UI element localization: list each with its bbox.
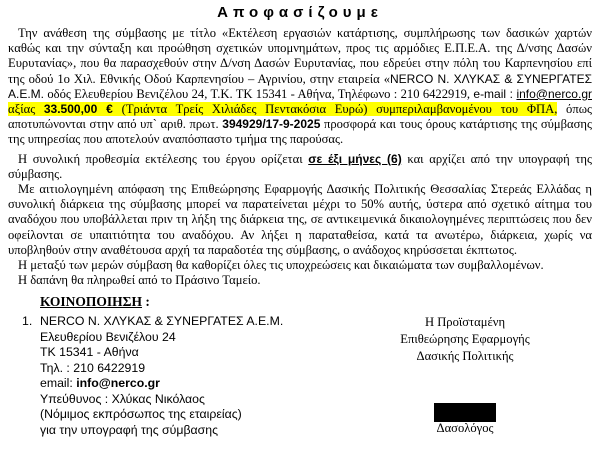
contractor-name: NERCO Ν. ΧΛΥΚΑΣ & ΣΥΝΕΡΓΑΤΕΣ Α.Ε.Μ. xyxy=(8,71,592,101)
signatory-title-line: Δασικής Πολιτικής xyxy=(416,349,514,364)
distribution-heading xyxy=(40,294,592,309)
signature-block xyxy=(360,314,570,438)
recipient-line-street xyxy=(40,330,283,346)
text-run: Τηλ. : 210 6422919 xyxy=(40,360,146,375)
text-run: (Νόμιμος εκπρόσωπος της εταιρείας) xyxy=(40,407,242,422)
text-run: ΤΚ 15341 - Αθήνα xyxy=(40,345,139,360)
paragraph-extension: Με αιτιολογημένη απόφαση της Επιθεώρησης Εφαρμογής Δασικής Πολιτικής Θεσσαλίας Στερεάς Ελλάδας η συνολική διάρκεια της σύμβασης μπορεί να παρατείνεται μέχρι το 50% αυτής, ύστερα από σχετικό αίτημα του αναδόχου που υποβάλλεται πριν τη λήξη της διάρκεια της, σε αντικειμενικά δικαιολογημένες περιπτώσεις που δεν οφείλονται σε υπαιτιότητα του αναδόχου. Αν λήξει η παραταθείσα, κατά τα ανωτέρω, διάρκεια, χωρίς να υποβληθούν στην αναθέτουσα αρχή τα παραδοτέα της σύμβασης, ο ανάδοχος κηρύσσεται έκπτωτος. xyxy=(8,182,592,257)
recipient-number: 1. xyxy=(22,314,33,329)
protocol-number: 394929/17-9-2025 xyxy=(222,117,321,132)
text-run: ΚΟΙΝΟΠΟΙΗΣΗ xyxy=(40,294,143,310)
text-run: (Τριάντα Τρείς Χιλιάδες Πεντακόσια Ευρώ) συμπεριλαμβανομένου του ΦΠΑ, xyxy=(121,102,558,117)
paragraph-obligations: Η μεταξύ των μερών σύμβαση θα καθορίζει όλες τις υποχρεώσεις και δικαιώματα των συμβαλλομένων. xyxy=(18,258,544,273)
recipient-line-contact xyxy=(40,392,283,408)
recipient-block xyxy=(22,314,283,438)
text-run: e-mail : xyxy=(473,86,517,101)
paragraph-funding: Η δαπάνη θα πληρωθεί από το Πράσινο Ταμείο. xyxy=(18,273,261,288)
contract-amount: 33.500,00 € xyxy=(43,102,122,117)
deadline-duration: σε έξι μήνες (6) xyxy=(308,151,402,166)
redacted-signature-stamp xyxy=(434,403,496,422)
text-run: email: xyxy=(40,376,77,391)
text-run: για την υπογραφή της σύμβασης xyxy=(40,422,218,437)
footer-columns xyxy=(8,314,592,438)
recipient-line-company xyxy=(40,314,283,330)
text-run: Ελευθερίου Βενιζέλου 24 xyxy=(40,329,176,344)
recipient-line-representative xyxy=(40,407,283,423)
paragraph-award xyxy=(8,26,592,148)
signatory-title-line: Η Προϊσταμένη xyxy=(424,315,506,330)
text-run: Την ανάθεση της σύμβασης με τίτλο «Εκτέλεση εργασιών κατάρτισης, συμπλήρωσης των δασικών χαρτών καθώς και την σύνταξη και προώθηση σχετικών υπομνημάτων, προς τις αρμόδιες Ε.Π.Ε.Α. της Δ/νσης Δασών Ευρυτανίας», που θα παρασχεθούν στην Δ/νση Δασών Ευρυτανίας, που εδρεύει στην πόλη του Καρπενησίου επί της οδού 1ο Χιλ. Εθνικής Οδού Καρπενησίου – Αγρινίου, στην εταιρεία « xyxy=(8,26,592,86)
signatory-role: Δασολόγος xyxy=(436,421,494,436)
recipient-email: info@nerco.gr xyxy=(76,376,160,391)
recipient-line-phone xyxy=(40,361,283,377)
recipient-line-city xyxy=(40,345,283,361)
recipient-line-purpose xyxy=(40,423,283,439)
text-run: Υπεύθυνος : Χλύκας Νικόλαος xyxy=(40,391,205,406)
text-run: αξίας xyxy=(8,102,44,117)
text-run: Η συνολική προθεσμία εκτέλεσης του έργου ορίζεται xyxy=(18,151,309,166)
text-run: και αρχίζει από την υπογραφή της σύμβασης. xyxy=(8,151,592,181)
recipient-line-email xyxy=(40,376,283,392)
signatory-title-line: Επιθεώρησης Εφαρμογής xyxy=(400,332,530,347)
decision-heading: Αποφασίζουμε xyxy=(217,4,383,21)
text-run: : xyxy=(142,294,150,310)
recipient-details xyxy=(40,314,283,438)
text-run: NERCO Ν. ΧΛΥΚΑΣ & ΣΥΝΕΡΓΑΤΕΣ Α.Ε.Μ. xyxy=(40,314,284,329)
paragraph-deadline xyxy=(8,152,592,182)
text-run: οδός Ελευθερίου Βενιζέλου 24, Τ.Κ. ΤΚ 15341 - Αθήνα, Τηλέφωνο : 210 6422919, xyxy=(44,86,474,101)
email-link[interactable]: info@nerco.gr xyxy=(516,86,592,101)
text-run: προσφορά και τους όρους κατάρτισης της σύμβασης της υπηρεσίας που αποτελούν αναπόσπαστο τμήμα της παρούσας. xyxy=(8,117,592,147)
text-run: όπως αποτυπώνονται στην από υπ` αριθ. πρωτ. xyxy=(8,102,592,132)
